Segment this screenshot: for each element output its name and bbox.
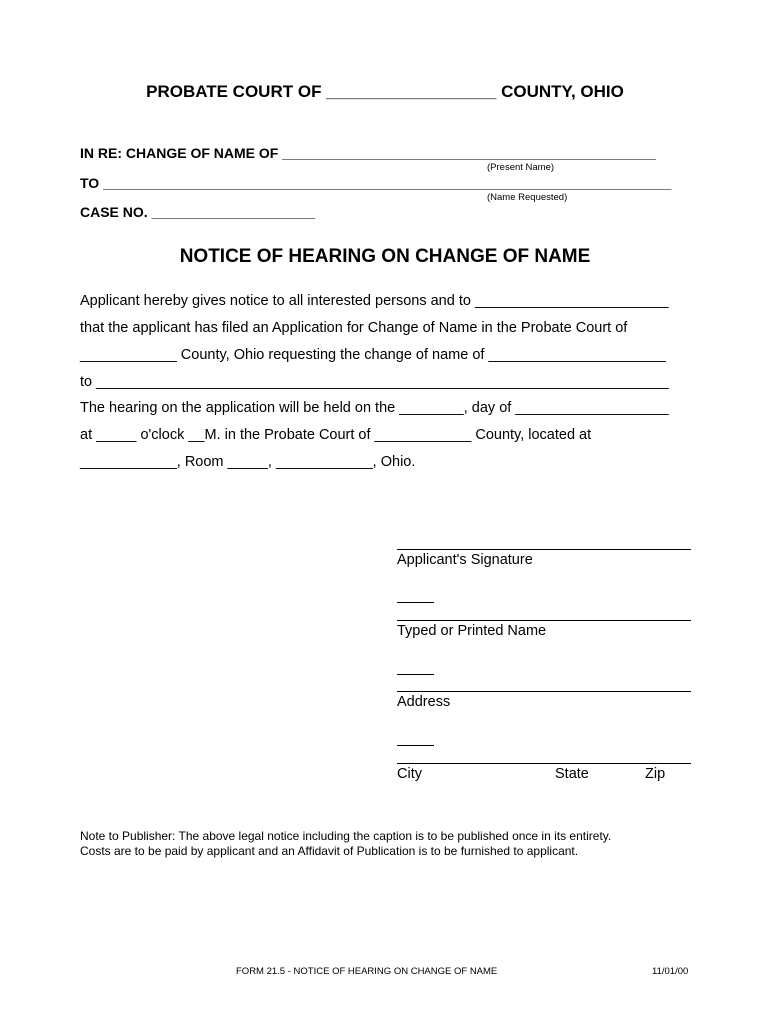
body-line-7: ____________, Room _____, ____________, Ohio. xyxy=(80,454,416,470)
short-rule-3 xyxy=(397,745,434,746)
state-label: State xyxy=(555,766,589,782)
name-requested-hint: (Name Requested) xyxy=(487,192,568,203)
body-line-2: that the applicant has filed an Application for Change of Name in the Probate Court of xyxy=(80,320,628,336)
form-label: FORM 21.5 - NOTICE OF HEARING ON CHANGE OF NAME xyxy=(236,966,498,977)
short-rule-2 xyxy=(397,674,434,675)
address-label: Address xyxy=(397,694,451,710)
body-line-1: Applicant hereby gives notice to all interested persons and to ________________________ xyxy=(80,293,669,309)
address-line xyxy=(397,691,691,692)
form-date: 11/01/00 xyxy=(652,966,689,977)
signature-line xyxy=(397,549,691,550)
body-line-6: at _____ o'clock __M. in the Probate Court of ____________ County, located at xyxy=(80,427,592,443)
body-line-4: to _______________________________________________________________________ xyxy=(80,374,669,390)
notice-title: NOTICE OF HEARING ON CHANGE OF NAME xyxy=(179,246,591,267)
publisher-note-line-2: Costs are to be paid by applicant and an Affidavit of Publication is to be furnished to applicant. xyxy=(80,844,579,858)
case-number-line: CASE NO. _____________________ xyxy=(80,204,316,220)
city-label: City xyxy=(397,766,422,782)
city-state-zip-line xyxy=(397,763,691,764)
to-line: TO _________________________________________________________________________ xyxy=(80,175,672,191)
typed-name-line xyxy=(397,620,691,621)
publisher-note-line-1: Note to Publisher: The above legal notice including the caption is to be published once in its entirety. xyxy=(80,829,612,843)
zip-label: Zip xyxy=(645,766,666,782)
body-line-3: ____________ County, Ohio requesting the change of name of ______________________ xyxy=(80,347,666,363)
in-re-line: IN RE: CHANGE OF NAME OF ________________________________________________ xyxy=(80,145,656,161)
applicant-signature-label: Applicant's Signature xyxy=(397,552,533,568)
court-heading: PROBATE COURT OF __________________ COUNTY, OHIO xyxy=(146,82,624,101)
short-rule-1 xyxy=(397,602,434,603)
typed-name-label: Typed or Printed Name xyxy=(397,623,547,639)
present-name-hint: (Present Name) xyxy=(487,162,555,173)
body-line-5: The hearing on the application will be held on the ________, day of ___________________ xyxy=(80,400,669,416)
